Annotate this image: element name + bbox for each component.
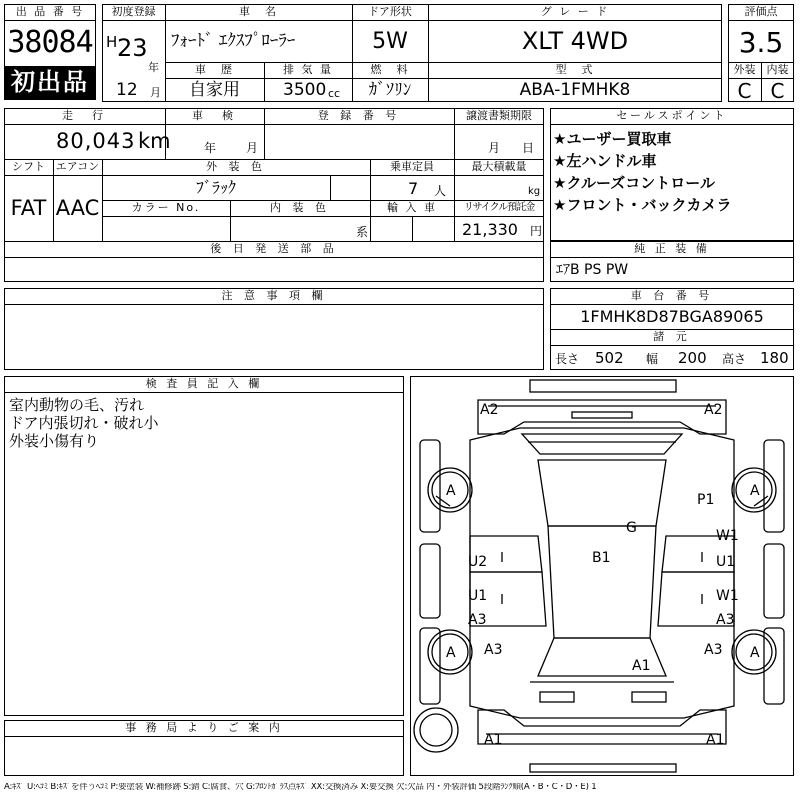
exterior-grade-label: 外装 xyxy=(733,63,756,76)
mark-g: G xyxy=(626,520,637,536)
length: 502 xyxy=(595,349,624,367)
model-label: 型 式 xyxy=(555,63,595,76)
grade: XLT 4WD xyxy=(521,27,629,55)
first-reg-month: 12 xyxy=(116,80,138,100)
year-unit: 年 xyxy=(148,61,159,74)
ac-label: エアコン xyxy=(55,160,100,173)
legend: A:ｷｽﾞ U:ﾍｺﾐ B:ｷｽﾞを伴うﾍｺﾐ P:要塗装 W:補修跡 S:錆 C:腐食、穴 G:ﾌﾛﾝﾄｶﾞﾗｽ点ｷｽﾞ XX:交換済み X:要交換 欠:欠品 内・外装評価 5段階ﾗﾝｸ順(A・B・C・D・E) 1 xyxy=(4,783,597,792)
recycle-unit: 円 xyxy=(530,224,543,238)
mark-a3-right-rear: A3 xyxy=(704,642,723,658)
equipment-label: 純 正 装 備 xyxy=(634,242,710,255)
recycle-label: リサイクル預託金 xyxy=(463,202,535,213)
interior-grade: C xyxy=(770,79,785,103)
interior-color-label: 内 装 色 xyxy=(270,201,330,214)
office-label: 事 務 局 よ り ご 案 内 xyxy=(125,721,283,734)
first-reg-label: 初度登録 xyxy=(111,5,156,18)
seats-label: 乗車定員 xyxy=(390,160,434,173)
import-label: 輸 入 車 xyxy=(387,201,437,214)
load-unit: kg xyxy=(528,186,541,197)
recycle-amount: 21,330 xyxy=(462,220,518,239)
displacement: 3500 xyxy=(283,80,327,100)
displacement-label: 排 気 量 xyxy=(283,63,333,76)
mark-a-wheel-fr: A xyxy=(750,483,760,499)
color-label: 外 装 色 xyxy=(206,160,266,173)
seats: 7 xyxy=(408,179,419,198)
dims-label: 諸 元 xyxy=(653,330,691,343)
mark-p1: P1 xyxy=(697,492,715,508)
height-label: 高さ xyxy=(722,352,747,366)
mark-a-wheel-fl: A xyxy=(446,483,456,499)
fuel-label: 燃 料 xyxy=(370,63,410,76)
parts-label: 後 日 発 送 部 品 xyxy=(210,242,338,255)
score-label: 評価点 xyxy=(744,5,778,18)
mark-a1-rear-left: A1 xyxy=(484,732,503,748)
displacement-unit: cc xyxy=(328,87,341,100)
mark-a3-right-door: A3 xyxy=(716,612,735,628)
lot-number-label: 出 品 番 号 xyxy=(15,5,85,18)
shift-label: シフト xyxy=(12,160,45,173)
mileage-unit: km xyxy=(138,129,171,153)
mileage-label: 走 行 xyxy=(62,109,107,122)
equipment: ｴｱB PS PW xyxy=(556,262,629,278)
selling-point-3: ★クルーズコントロール xyxy=(553,174,715,192)
inspector-line-3: 外装小傷有り xyxy=(9,432,100,450)
month-unit: 月 xyxy=(150,86,161,99)
length-label: 長さ xyxy=(555,352,580,366)
mark-u1-left: U1 xyxy=(468,588,488,604)
inspection-year-unit: 年 xyxy=(204,141,217,155)
notes-label: 注 意 事 項 欄 xyxy=(221,289,327,302)
color: ﾌﾞﾗｯｸ xyxy=(195,178,236,197)
selling-point-2: ★左ハンドル車 xyxy=(553,152,657,170)
mark-a2-front-right: A2 xyxy=(704,402,723,418)
mark-b1: B1 xyxy=(592,550,611,566)
car-name: ﾌｫｰﾄﾞ ｴｸｽﾌﾟﾛｰﾗｰ xyxy=(171,31,296,51)
first-listing-text: 初出品 xyxy=(11,68,89,96)
grade-label: グ レ ー ド xyxy=(540,5,610,18)
shift: FAT xyxy=(10,196,47,220)
width: 200 xyxy=(678,349,707,367)
inspection-label: 車 検 xyxy=(192,109,237,122)
selling-points-label: セールスポイント xyxy=(616,109,728,122)
height: 180 xyxy=(760,349,789,367)
doors: 5W xyxy=(372,29,408,54)
load-label: 最大積載量 xyxy=(471,160,527,173)
history: 自家用 xyxy=(189,80,240,100)
mark-a-wheel-rr: A xyxy=(750,645,760,661)
inspector-line-1: 室内動物の毛、汚れ xyxy=(9,396,145,414)
interior-color-unit: 系 xyxy=(356,225,369,239)
mark-u2: U2 xyxy=(468,554,488,570)
mark-a2-front-left: A2 xyxy=(480,402,499,418)
width-label: 幅 xyxy=(646,352,659,366)
fuel: ｶﾞｿﾘﾝ xyxy=(368,80,412,100)
color-no-label: カラー No. xyxy=(131,201,201,214)
plate-label: 登 録 番 号 xyxy=(317,109,401,122)
mark-w1-right-rear: W1 xyxy=(716,588,739,604)
inspector-label: 検 査 員 記 入 欄 xyxy=(145,377,263,390)
inspector-line-2: ドア内張切れ・破れ小 xyxy=(9,414,159,432)
mark-w1-right-front: W1 xyxy=(716,528,739,544)
score: 3.5 xyxy=(738,26,784,59)
docs-month-unit: 月 xyxy=(488,141,501,155)
docs-label: 譲渡書類期限 xyxy=(466,109,532,122)
inspection-month-unit: 月 xyxy=(246,141,259,155)
mark-a-wheel-rl: A xyxy=(446,645,456,661)
selling-point-1: ★ユーザー買取車 xyxy=(553,130,672,148)
mark-u1-right: U1 xyxy=(716,554,736,570)
lot-number: 38084 xyxy=(7,25,93,60)
chassis-label: 車 台 番 号 xyxy=(630,289,714,302)
door-label: ドア形状 xyxy=(368,5,412,18)
exterior-grade: C xyxy=(737,79,752,103)
mileage: 80,043 xyxy=(56,129,136,153)
mark-a1-tailgate: A1 xyxy=(632,658,651,674)
mark-a1-rear-right: A1 xyxy=(706,732,725,748)
first-reg-year: 23 xyxy=(117,34,148,62)
history-label: 車 歴 xyxy=(195,63,234,76)
vin: 1FMHK8D87BGA89065 xyxy=(580,307,764,326)
mark-a3-left-rear: A3 xyxy=(484,642,503,658)
docs-day-unit: 日 xyxy=(522,141,535,155)
era: H xyxy=(106,33,118,51)
interior-grade-label: 内装 xyxy=(766,63,789,76)
ac: AAC xyxy=(55,196,100,220)
selling-point-4: ★フロント・バックカメラ xyxy=(553,196,732,214)
mark-a3-left-door: A3 xyxy=(468,612,487,628)
seats-unit: 人 xyxy=(434,184,447,198)
car-diagram xyxy=(410,376,794,776)
model-code: ABA-1FMHK8 xyxy=(519,80,631,100)
car-name-label: 車 名 xyxy=(239,5,278,18)
